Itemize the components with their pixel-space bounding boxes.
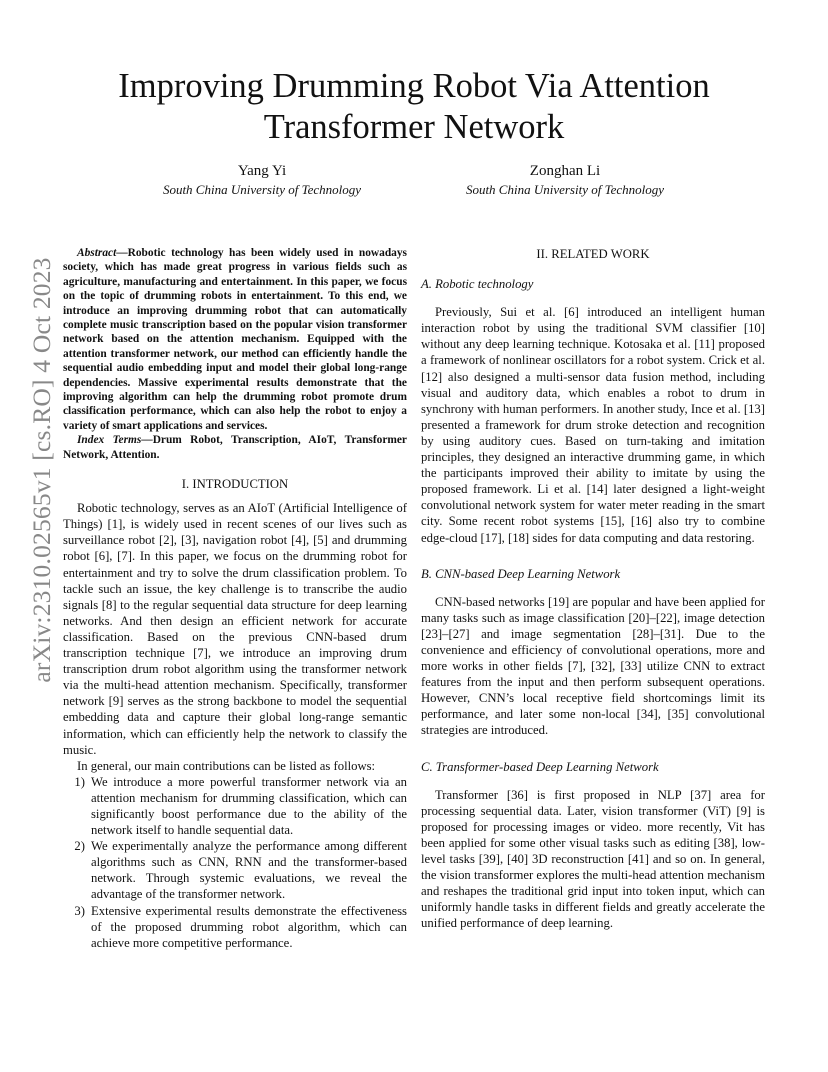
list-text: Extensive experimental results demonstrate the effectiveness of the proposed drumming robot algorithm, which can achieve more competitive performance. — [91, 903, 407, 950]
subsection-heading: B. CNN-based Deep Learning Network — [421, 566, 621, 581]
section-heading-related-work — [421, 246, 765, 262]
arxiv-identifier: arXiv:2310.02565v1 [cs.RO] 4 Oct 2023 — [27, 257, 56, 683]
author-affiliation: South China University of Technology — [465, 182, 665, 197]
subsection-heading: A. Robotic technology — [421, 277, 534, 292]
paper-title: Improving Drumming Robot Via Attention Transformer Network — [118, 67, 710, 146]
heading-number: II. R — [536, 247, 560, 261]
related-paragraph: Transformer [36] is first proposed in NLP [37] area for processing sequential data. Later, vision transformer (ViT) [9] is proposed for processing images or video. more recently, Vit has been applied for some other visual tasks such as editing [38], low-level tasks [39], [40] 3D reconstruction [41] and so on. In general, the vision transformer explores the multi-head attention mechanism and reshapes the traditional grid input into token input, which can uniformly handle tasks in different fields and greatly accelerate the unified performance of deep learning. — [421, 787, 765, 931]
author-affiliation: South China University of Technology — [162, 182, 362, 197]
author-block — [137, 161, 387, 198]
subsection-heading: C. Transformer-based Deep Learning Network — [421, 759, 659, 774]
list-number: 1) — [74, 774, 85, 789]
list-item — [63, 774, 407, 838]
abstract — [63, 246, 407, 433]
intro-paragraph: Robotic technology, serves as an AIoT (Artificial Intelligence of Things) [1], is widely used in recent scenes of our lives such as surveillance robot [2], [3], navigation robot [4], [5] and drumming robot [6], [7]. In this paper, we focus on the drumming robot for entertainment and try to solve the drum classification problem. To tackle such an issue, the key challenge is to transcribe the audio signals [8] to the regular sequential data structure for deep learning networks. And then design an efficient network for accurate classification. Based on the previous CNN-based drum transcription technique [7], we introduce an improving drum transcription drum robot algorithm using the transformer network via the multi-head attention mechanism. Specifically, transformer network [9] serves as the strong backbone to model the sequential embedding data and capture their global long-range semantic information, which can efficiently help the network to classify the music. — [63, 501, 407, 757]
author-name: Zonghan Li — [529, 163, 601, 179]
heading-number: I. I — [181, 477, 197, 492]
left-column — [63, 246, 407, 951]
list-number: 3) — [74, 903, 85, 918]
list-number: 2) — [74, 839, 85, 854]
heading-text: NTRODUCTION — [196, 477, 289, 492]
author-block — [440, 161, 690, 198]
index-terms-label: Index Terms — [77, 434, 142, 447]
list-text: We introduce a more powerful transformer network via an attention mechanism for drumming classification, which can significantly boost performance due to the ability of the network itself to handle sequential data. — [91, 774, 407, 838]
heading-text: W — [610, 247, 623, 261]
index-terms — [63, 433, 407, 462]
right-column — [421, 246, 765, 931]
list-text: We experimentally analyze the performance among different algorithms such as CNN, RNN and the transformer-based network. Through systemic evaluations, we reveal the advantage of the transformer network. — [91, 839, 407, 902]
list-item — [63, 838, 407, 902]
heading-text: ELATED — [559, 247, 611, 261]
abstract-label: Abstract — [77, 247, 117, 259]
heading-text: ORK — [622, 247, 650, 261]
list-item — [63, 903, 407, 951]
index-terms-text: —Drum Robot, Transcription, AIoT, Transformer Network, Attention. — [63, 434, 407, 461]
intro-paragraph: In general, our main contributions can be listed as follows: — [77, 758, 376, 773]
related-paragraph: CNN-based networks [19] are popular and have been applied for many tasks such as image classification [20]–[22], image detection [23]–[27] and image segmentation [28]–[31]. Due to the convenience and efficiency of convolutional operations, more and more works in other fields [7], [32], [33] utilize CNN to extract features from the input and then perform subsequent operations. However, CNN’s local receptive field shortcomings limit its performance, and later some non-local [34], [35] convolutional strategies are introduced. — [421, 594, 765, 738]
section-heading-introduction — [63, 476, 407, 492]
contributions-list — [63, 774, 407, 951]
related-paragraph: Previously, Sui et al. [6] introduced an intelligent human interaction robot by using the traditional SVM classifier [10] without any deep learning technique. Kotosaka et al. [11] proposed a framework of nonlinear oscillators for a robot system. Crick et al. [12] also designed a multi-sensor data fusion method, including visual and auditory data, which enables a robot to drum in synchrony with human performers. In another study, Ince et al. [13] presented a framework for drum stroke detection and recognition by using auditory cues. Based on turn-taking and imitation principles, they designed an interactive drumming game, in which the participants improved their ability to imitate by using the proposed framework. Li et al. [14] later designed a light-weight convolutional network system for water meter reading in the smart city. Some recent robot systems [15], [16] also try to combine edge-cloud [17], [18] sides for data computing and data restoring. — [421, 305, 765, 545]
author-name: Yang Yi — [237, 163, 287, 179]
abstract-text: —Robotic technology has been widely used in nowadays society, which has made great progress in various fields such as agriculture, manufacturing and entertainment. In this paper, we focus on the topic of drumming robots in entertainment. To this end, we introduce an improving drumming robot that can automatically complete music transcription based on the popular vision transformer network based on the attention mechanism. Equipped with the attention transformer network, our method can efficiently handle the sequential audio embedding input and model their global long-range dependencies. Massive experimental results demonstrate that the improving algorithm can help the drumming robot promote drum classification performance, which can also help the robot to enjoy a variety of smart applications and services. — [63, 247, 407, 432]
